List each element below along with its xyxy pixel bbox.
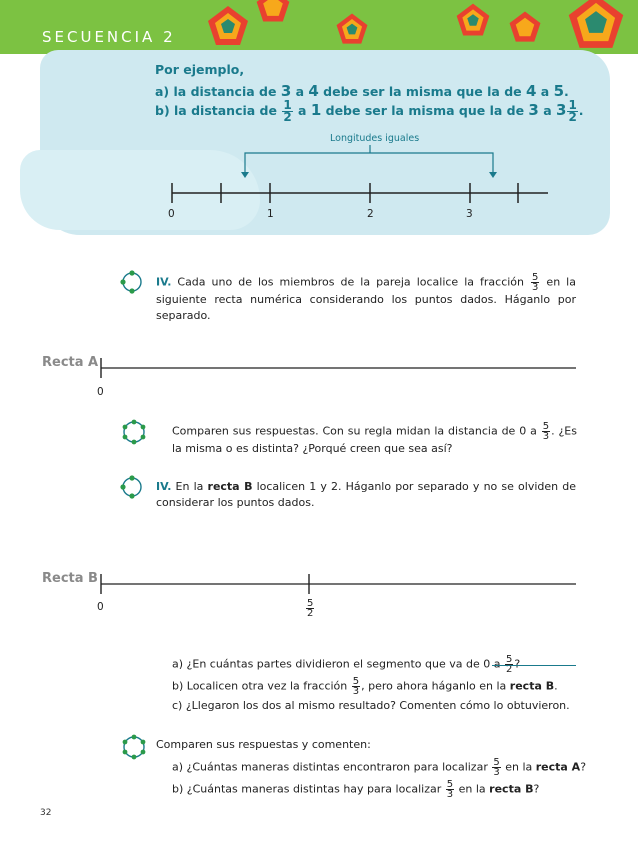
sequence-title: SECUENCIA 2 [42, 28, 176, 46]
tick-label-2: 2 [367, 208, 374, 220]
pentagon-decoration-1 [206, 4, 250, 48]
example-line-b: b) la distancia de $\frac{1}{2}$ a 1 debe ser la misma que la de 3 a 3 $\frac{1}{2}$ . [155, 98, 584, 124]
recta-b-label: Recta B [42, 571, 98, 586]
page-number: 32 [40, 808, 52, 818]
tick-label-0: 0 [168, 208, 175, 220]
individual-work-icon [120, 475, 144, 499]
compare-2-item-b: b) ¿Cuántas maneras distintas hay para localizar $\frac{5}{3}$ en la recta B? [172, 779, 540, 800]
example-intro: Por ejemplo, [155, 62, 245, 77]
recta-b-five-halves: $\frac{5}{2}$ [307, 598, 314, 619]
recta-a-label: Recta A [42, 355, 99, 370]
question-a: a) ¿En cuántas partes dividieron el segmento que va de 0 a $\frac{5}{2}$ ? [172, 654, 521, 675]
question-b: b) Localicen otra vez la fracción $\frac{5}{3}$ , pero ahora háganlo en la recta B. [172, 676, 558, 697]
brace-label: Longitudes iguales [330, 133, 420, 144]
pentagon-decoration-2 [255, 0, 291, 24]
compare-1-text: Comparen sus respuestas. Con su regla midan la distancia de 0 a $\frac{5}{3}$ . ¿Es la misma o es distinta? ¿Porqué creen que sea así? [172, 421, 577, 455]
tick-label-1: 1 [267, 208, 274, 220]
fraction-three-and-half: $\frac{1}{2}$ [568, 98, 577, 124]
recta-b-zero: 0 [97, 601, 104, 613]
fraction-one-half: $\frac{1}{2}$ [283, 98, 292, 124]
individual-work-icon [120, 270, 144, 294]
compare-2-item-a: a) ¿Cuántas maneras distintas encontraron para localizar $\frac{5}{3}$ en la recta A? [172, 757, 587, 778]
pentagon-decoration-3 [335, 12, 369, 46]
pentagon-decoration-6 [566, 0, 626, 52]
activity-iv-2-text: IV. En la recta B localicen 1 y 2. Háganlo por separado y no se olviden de considerar los puntos dados. [156, 480, 576, 509]
group-work-icon [120, 733, 148, 761]
pentagon-decoration-4 [455, 2, 491, 38]
fraction-five-thirds: $\frac{5}{3}$ [542, 421, 550, 442]
activity-iv-1-text: IV. Cada uno de los miembros de la pareja localice la fracción $\frac{5}{3}$ en la siguiente recta numérica considerando los puntos dados. Háganlo por separado. [156, 272, 576, 322]
answer-line[interactable] [492, 665, 576, 666]
pentagon-decoration-5 [508, 10, 542, 44]
tick-label-3: 3 [466, 208, 473, 220]
recta-a-number-line [96, 356, 580, 380]
group-work-icon [120, 418, 148, 446]
fraction-five-thirds: $\frac{5}{3}$ [532, 272, 539, 293]
example-line-a: a) la distancia de 3 a 4 debe ser la misma que la de 4 a 5. [155, 82, 569, 100]
recta-a-zero: 0 [97, 386, 104, 398]
question-c: c) ¿Llegaron los dos al mismo resultado? Comenten cómo lo obtuvieron. [172, 699, 570, 712]
example-number-line [160, 145, 560, 205]
compare-2-intro: Comparen sus respuestas y comenten: [156, 738, 371, 751]
recta-b-number-line [96, 572, 580, 596]
